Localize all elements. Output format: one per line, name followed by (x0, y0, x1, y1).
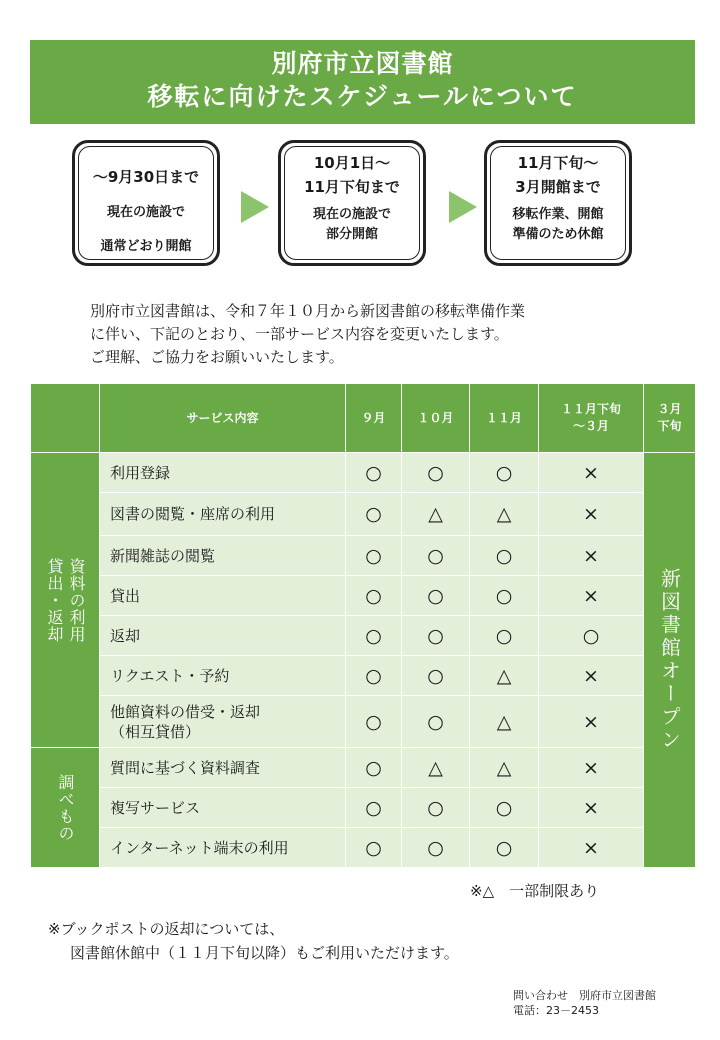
status-nov: ○ (470, 453, 539, 493)
status-oct: ○ (402, 656, 470, 696)
header-service: サービス内容 (100, 384, 346, 453)
service-name (100, 536, 346, 576)
status-oct: ○ (402, 828, 470, 868)
intro-paragraph (90, 300, 690, 369)
bookpost-note-line-2: 図書館休館中（１１月下旬以降）もご利用いただけます。 (70, 944, 459, 962)
status-nov: ○ (470, 616, 539, 656)
service-name-line-2: （相互貸借） (110, 722, 201, 741)
service-name (100, 493, 346, 536)
status-late: × (539, 453, 644, 493)
contact-line-2: 電話：23－2453 (513, 1004, 599, 1017)
step-period-line-1: 11月下旬〜 (517, 154, 599, 172)
title-banner (30, 40, 695, 124)
status-oct: ○ (402, 536, 470, 576)
status-sep: ○ (346, 576, 402, 616)
status-oct: △ (402, 493, 470, 536)
status-nov: ○ (470, 576, 539, 616)
table-row (31, 453, 696, 493)
schedule-step-1 (72, 140, 220, 266)
arrow-right-icon (449, 191, 477, 223)
table-row (31, 828, 696, 868)
status-late: × (539, 696, 644, 748)
header-late-nov-line-2: 〜３月 (572, 419, 609, 433)
service-name (100, 656, 346, 696)
table-row (31, 493, 696, 536)
table-row (31, 576, 696, 616)
step-status-line-1: 移転作業、開館 (512, 207, 604, 222)
header-sep: ９月 (346, 384, 402, 453)
status-sep: ○ (346, 616, 402, 656)
step-status-line-1: 現在の施設で (106, 205, 185, 220)
status-sep: ○ (346, 656, 402, 696)
bookpost-note-line-1: ※ブックポストの返却については、 (48, 920, 285, 938)
service-name-line-1: 他館資料の借受・返却 (110, 702, 261, 721)
status-nov: △ (470, 748, 539, 788)
step-period-line-2: 3月開館まで (515, 178, 601, 196)
status-oct: ○ (402, 576, 470, 616)
service-name (100, 828, 346, 868)
header-mar (644, 384, 696, 453)
status-oct: ○ (402, 616, 470, 656)
service-name-line-1: 返却 (110, 626, 141, 645)
contact-line-1: 問い合わせ 別府市立図書館 (513, 989, 656, 1002)
group-label-research (31, 748, 100, 868)
status-late: × (539, 748, 644, 788)
service-name (100, 748, 346, 788)
status-nov: △ (470, 656, 539, 696)
status-oct: ○ (402, 788, 470, 828)
title-line-2: 移転に向けたスケジュールについて (147, 82, 578, 111)
table-header-row (31, 384, 696, 453)
service-name (100, 788, 346, 828)
header-blank (31, 384, 100, 453)
status-sep: ○ (346, 696, 402, 748)
status-late: × (539, 788, 644, 828)
status-sep: ○ (346, 493, 402, 536)
step-status-line-2: 準備のため休館 (512, 227, 604, 242)
status-nov: ○ (470, 828, 539, 868)
service-table (30, 383, 696, 868)
service-name-line-1: リクエスト・予約 (110, 666, 230, 685)
status-late: × (539, 576, 644, 616)
status-oct: △ (402, 748, 470, 788)
table-row (31, 748, 696, 788)
service-name-line-1: 複写サービス (110, 798, 201, 817)
status-sep: ○ (346, 536, 402, 576)
status-late: × (539, 536, 644, 576)
status-late: × (539, 828, 644, 868)
status-nov: △ (470, 696, 539, 748)
status-late: × (539, 656, 644, 696)
step-period-line-2: 11月下旬まで (304, 178, 400, 196)
status-sep: ○ (346, 748, 402, 788)
service-name (100, 453, 346, 493)
header-late-nov (539, 384, 644, 453)
partial-restriction-note: ※△ 一部制限あり (470, 882, 600, 900)
header-mar-line-1: ３月 (657, 402, 682, 416)
header-oct: １０月 (402, 384, 470, 453)
table-row (31, 696, 696, 748)
intro-line: ご理解、ご協力をお願いいたします。 (90, 348, 344, 366)
service-name (100, 696, 346, 748)
schedule-step-3 (484, 140, 632, 266)
status-oct: ○ (402, 696, 470, 748)
service-name-line-1: 図書の閲覧・座席の利用 (110, 505, 276, 523)
table-row (31, 788, 696, 828)
header-nov: １１月 (470, 384, 539, 453)
service-name-line-1: 質問に基づく資料調査 (110, 758, 261, 777)
group-label-text: 資料の利用 貸出・返却 (45, 557, 86, 643)
step-status-line-2: 通常どおり開館 (100, 239, 192, 254)
arrow-right-icon (241, 191, 269, 223)
service-name-line-1: 貸出 (110, 586, 141, 605)
intro-line: 別府市立図書館は、令和７年１０月から新図書館の移転準備作業 (90, 302, 526, 320)
service-name-line-1: 新聞雑誌の閲覧 (110, 546, 216, 565)
service-name-line-1: インターネット端末の利用 (110, 838, 289, 857)
group-label-lending (31, 453, 100, 748)
status-sep: ○ (346, 788, 402, 828)
status-oct: ○ (402, 453, 470, 493)
status-sep: ○ (346, 828, 402, 868)
service-name-line-1: 利用登録 (110, 463, 171, 482)
status-late: ○ (539, 616, 644, 656)
status-nov: ○ (470, 788, 539, 828)
header-mar-line-2: 下旬 (657, 419, 682, 433)
schedule-step-2 (278, 140, 426, 266)
header-late-nov-line-1: １１月下旬 (560, 402, 621, 416)
bookpost-note (48, 917, 459, 965)
service-name (100, 616, 346, 656)
table-row (31, 616, 696, 656)
step-status-line-2: 部分開館 (325, 227, 378, 242)
table-row (31, 656, 696, 696)
status-late: × (539, 493, 644, 536)
title-line-1: 別府市立図書館 (271, 49, 454, 78)
table-row (31, 536, 696, 576)
new-library-open (644, 453, 696, 868)
step-status-line-1: 現在の施設で (312, 207, 391, 222)
status-nov: ○ (470, 536, 539, 576)
intro-line: に伴い、下記のとおり、一部サービス内容を変更いたします。 (90, 325, 509, 343)
contact-info (513, 988, 656, 1018)
step-period: 〜9月30日まで (92, 168, 200, 186)
status-sep: ○ (346, 453, 402, 493)
status-nov: △ (470, 493, 539, 536)
service-name (100, 576, 346, 616)
new-library-open-text: 新図書館オープン (657, 568, 682, 752)
group-label-text: 調べもの (56, 773, 75, 842)
step-period-line-1: 10月1日〜 (313, 154, 391, 172)
